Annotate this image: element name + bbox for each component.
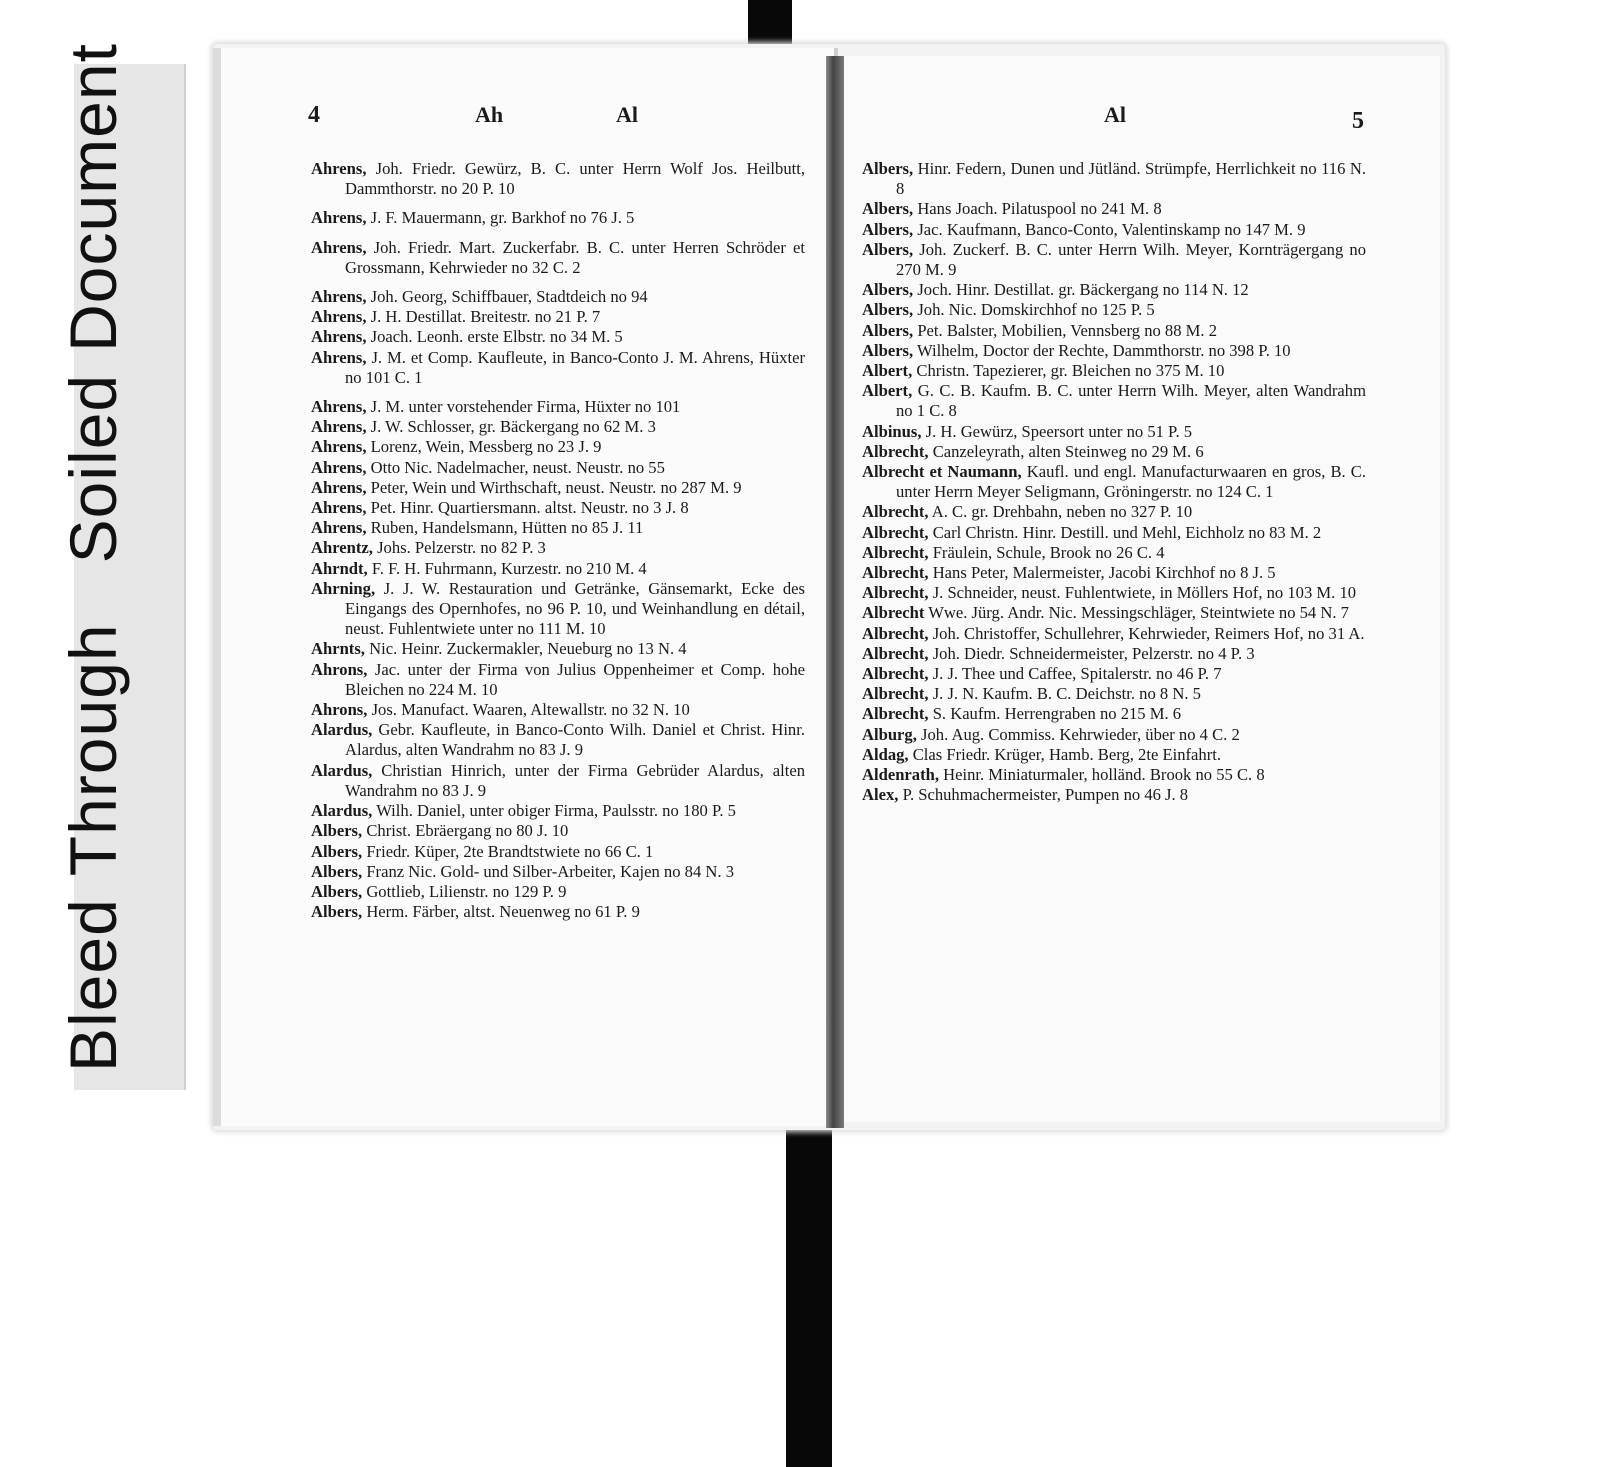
directory-entry: Alburg, Joh. Aug. Commiss. Kehrwieder, über no 4 C. 2 (862, 724, 1240, 744)
directory-entry: Albers, Joch. Hinr. Destillat. gr. Bäckergang no 114 N. 12 (862, 280, 1249, 300)
directory-entry: Albers, Jac. Kaufmann, Banco-Conto, Valentinskamp no 147 M. 9 (862, 219, 1306, 239)
directory-entry: Albinus, J. H. Gewürz, Speersort unter no 51 P. 5 (862, 421, 1193, 441)
right-header-range: Al (1104, 102, 1126, 127)
left-page-number: 4 (308, 102, 320, 128)
directory-entry: Ahrens, Ruben, Handelsmann, Hütten no 85 J. 11 (311, 518, 644, 538)
directory-entry: Ahrens, Pet. Hinr. Quartiersmann. altst. Neustr. no 3 J. 8 (311, 498, 689, 518)
directory-entry: Alardus, Gebr. Kaufleute, in Banco-Conto Wilh. Daniel et Christ. Hinr. Alardus, alten Wandrahm no 83 J. 9 (311, 720, 805, 760)
directory-entry: Albrecht, J. J. N. Kaufm. B. C. Deichstr. no 8 N. 5 (862, 684, 1201, 704)
directory-entry: Ahrens, J. M. et Comp. Kaufleute, in Banco-Conto J. M. Ahrens, Hüxter no 101 C. 1 (311, 347, 805, 387)
directory-entry: Ahrons, Jac. unter der Firma von Julius Oppenheimer et Comp. hohe Bleichen no 224 M. 10 (311, 659, 805, 699)
directory-entry: Albrecht, Carl Christn. Hinr. Destill. und Mehl, Eichholz no 83 M. 2 (862, 522, 1322, 542)
directory-entry: Ahrning, J. J. W. Restauration und Getränke, Gänsemarkt, Ecke des Eingangs des Opernhofes, no 96 P. 10, und Weinhandlung en détail, neust. Fuhlentwiete unter no 111 M. 10 (311, 578, 805, 639)
directory-entry: Albrecht, Canzeleyrath, alten Steinweg no 29 M. 6 (862, 441, 1204, 461)
directory-entry: Aldag, Clas Friedr. Krüger, Hamb. Berg, 2te Einfahrt. (862, 744, 1221, 764)
directory-entry: Ahrnts, Nic. Heinr. Zuckermakler, Neueburg no 13 N. 4 (311, 639, 687, 659)
directory-entry: Albers, Pet. Balster, Mobilien, Vennsberg no 88 M. 2 (862, 320, 1218, 340)
directory-entry: Albers, Herm. Färber, altst. Neuenweg no 61 P. 9 (311, 902, 640, 922)
directory-entry: Alardus, Wilh. Daniel, unter obiger Firma, Paulsstr. no 180 P. 5 (311, 801, 736, 821)
directory-entry: Albrecht, Fräulein, Schule, Brook no 26 C. 4 (862, 542, 1165, 562)
directory-entry: Albrecht, Joh. Christoffer, Schullehrer, Kehrwieder, Reimers Hof, no 31 A. (862, 623, 1365, 643)
directory-entry: Albers, Joh. Nic. Domskirchhof no 125 P. 5 (862, 300, 1155, 320)
stamp-word-4: Document (56, 43, 130, 352)
directory-entry: Albrecht, Joh. Diedr. Schneidermeister, Pelzerstr. no 4 P. 3 (862, 643, 1255, 663)
directory-entry: Albrecht Wwe. Jürg. Andr. Nic. Messingschläger, Steintwiete no 54 N. 7 (862, 603, 1349, 623)
directory-entry: Albers, Christ. Ebräergang no 80 J. 10 (311, 821, 569, 841)
left-header-start: Ah (475, 102, 504, 127)
right-page-number: 5 (1352, 108, 1364, 134)
directory-entry: Ahrens, J. H. Destillat. Breitestr. no 21 P. 7 (311, 307, 601, 327)
directory-entry: Ahrens, Joh. Friedr. Mart. Zuckerfabr. B. C. unter Herren Schröder et Grossmann, Kehrwieder no 32 C. 2 (311, 237, 805, 277)
directory-entry: Ahrndt, F. F. H. Fuhrmann, Kurzestr. no 210 M. 4 (311, 558, 647, 578)
stamp-word-2: Through (56, 623, 130, 877)
directory-entry: Albers, Joh. Zuckerf. B. C. unter Herrn Wilh. Meyer, Kornträgergang no 270 M. 9 (862, 239, 1366, 280)
directory-entry: Aldenrath, Heinr. Miniaturmaler, holländ. Brook no 55 C. 8 (862, 765, 1265, 785)
book-gutter (826, 56, 844, 1128)
directory-entry: Albers, Hans Joach. Pilatuspool no 241 M. 8 (862, 199, 1162, 219)
directory-entry: Ahrons, Jos. Manufact. Waaren, Altewallstr. no 32 N. 10 (311, 700, 690, 720)
right-entry-list (862, 159, 1366, 806)
directory-entry: Ahrens, Otto Nic. Nadelmacher, neust. Neustr. no 55 (311, 457, 665, 477)
stamp-label (55, 43, 131, 1072)
directory-entry: Ahrens, Lorenz, Wein, Messberg no 23 J. 9 (311, 437, 602, 457)
directory-entry: Ahrens, J. M. unter vorstehender Firma, Hüxter no 101 (311, 397, 681, 417)
directory-entry: Alardus, Christian Hinrich, unter der Firma Gebrüder Alardus, alten Wandrahm no 83 J. 9 (311, 760, 806, 800)
directory-entry: Albers, Friedr. Küper, 2te Brandtstwiete no 66 C. 1 (311, 841, 654, 861)
directory-entry: Albers, Gottlieb, Lilienstr. no 129 P. 9 (311, 881, 567, 901)
directory-entry: Ahrens, Joach. Leonh. erste Elbstr. no 34 M. 5 (311, 327, 623, 347)
directory-entry: Ahrentz, Johs. Pelzerstr. no 82 P. 3 (311, 538, 546, 558)
stamp-word-1: Bleed (56, 898, 130, 1072)
left-entry-list (311, 159, 805, 922)
stamp-word-3: Soiled (56, 373, 130, 564)
directory-entry: Albert, Christn. Tapezierer, gr. Bleichen no 375 M. 10 (862, 361, 1225, 381)
directory-entry: Albrecht, A. C. gr. Drehbahn, neben no 327 P. 10 (862, 502, 1193, 522)
directory-entry: Ahrens, Peter, Wein und Wirthschaft, neust. Neustr. no 287 M. 9 (311, 477, 742, 497)
directory-entry: Albers, Wilhelm, Doctor der Rechte, Dammthorstr. no 398 P. 10 (862, 340, 1291, 360)
directory-entry: Albert, G. C. B. Kaufm. B. C. unter Herrn Wilh. Meyer, alten Wandrahm no 1 C. 8 (862, 381, 1366, 421)
binding-strip-bottom (786, 1125, 832, 1467)
directory-entry: Ahrens, Joh. Friedr. Gewürz, B. C. unter Herrn Wolf Jos. Heilbutt, Dammthorstr. no 20 P. 10 (311, 159, 806, 199)
directory-entry: Ahrens, J. W. Schlosser, gr. Bäckergang no 62 M. 3 (311, 417, 656, 437)
directory-entry: Albrecht et Naumann, Kaufl. und engl. Manufacturwaaren en gros, B. C. unter Herrn Meyer Seligmann, Gröningerstr. no 124 C. 1 (862, 462, 1367, 502)
directory-entry: Ahrens, J. F. Mauermann, gr. Barkhof no 76 J. 5 (311, 208, 635, 228)
directory-entry: Alex, P. Schuhmachermeister, Pumpen no 46 J. 8 (862, 785, 1189, 805)
left-header-end: Al (616, 102, 638, 127)
directory-entry: Albrecht, Hans Peter, Malermeister, Jacobi Kirchhof no 8 J. 5 (862, 563, 1276, 583)
directory-entry: Albrecht, S. Kaufm. Herrengraben no 215 M. 6 (862, 704, 1182, 724)
directory-entry: Albers, Hinr. Federn, Dunen und Jütländ. Strümpfe, Herrlichkeit no 116 N. 8 (862, 159, 1366, 199)
directory-entry: Albers, Franz Nic. Gold- und Silber-Arbeiter, Kajen no 84 N. 3 (311, 861, 734, 881)
directory-entry: Ahrens, Joh. Georg, Schiffbauer, Stadtdeich no 94 (311, 287, 648, 307)
directory-entry: Albrecht, J. J. Thee und Caffee, Spitalerstr. no 46 P. 7 (862, 664, 1222, 684)
directory-entry: Albrecht, J. Schneider, neust. Fuhlentwiete, in Möllers Hof, no 103 M. 10 (862, 583, 1357, 603)
